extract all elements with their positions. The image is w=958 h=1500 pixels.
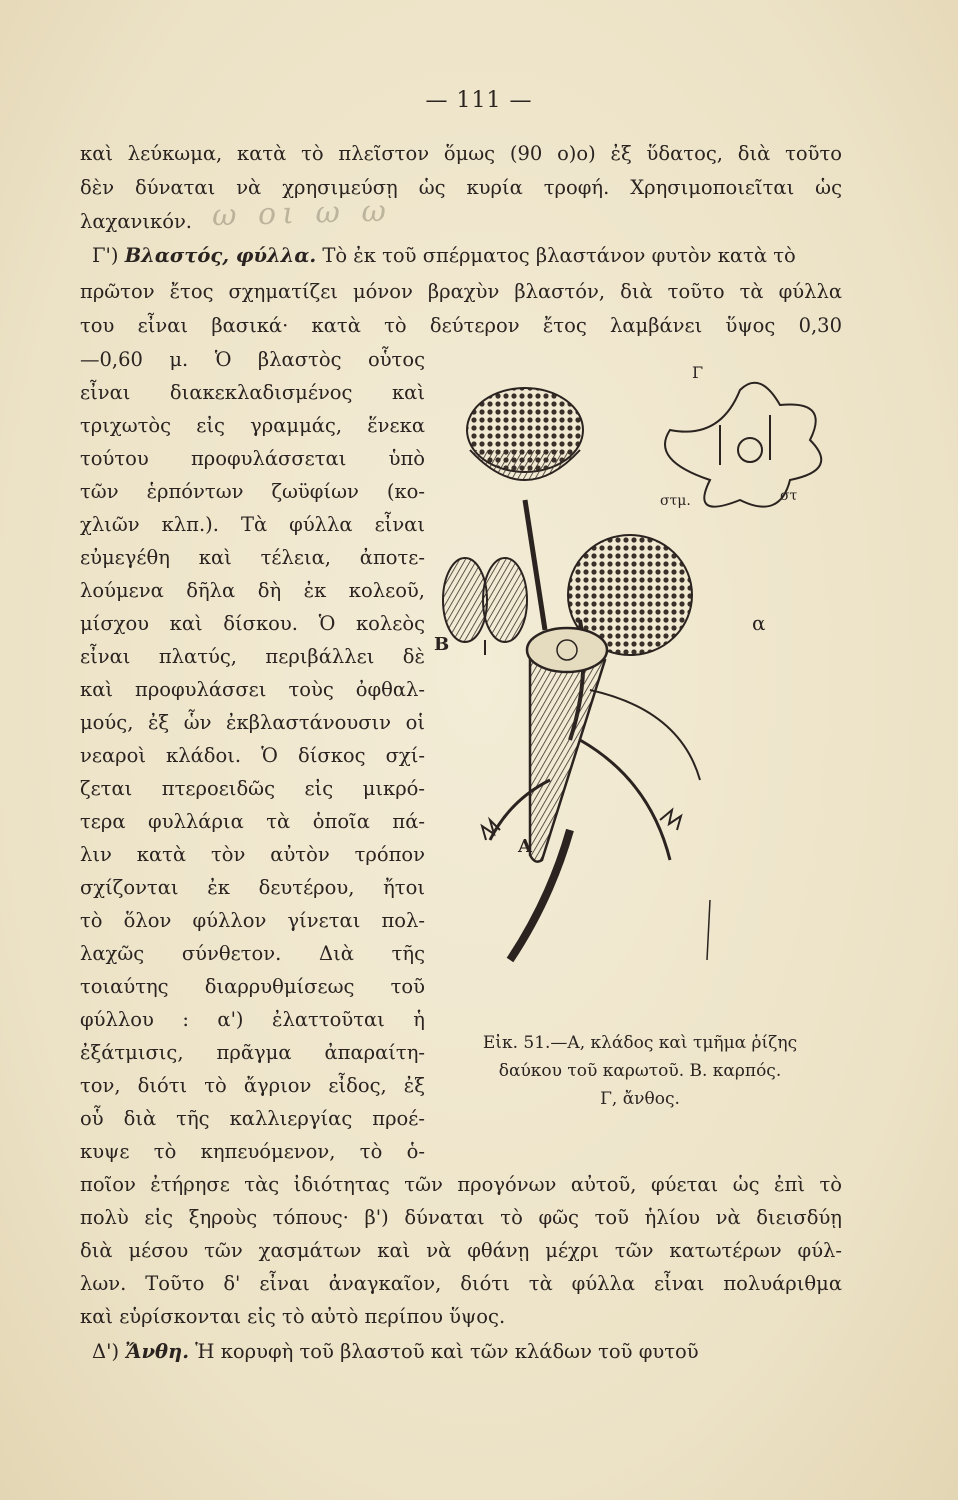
- flower-detail: [665, 383, 821, 507]
- text-line: τον, διότι τὸ ἄγριον εἶδος, ἐξ: [80, 1074, 425, 1097]
- section-label: Δ'): [92, 1340, 120, 1363]
- text-line: λαχῶς σύνθετον. Διὰ τῆς: [80, 942, 425, 965]
- section-heading-line: [92, 242, 842, 270]
- figure-label-alpha: α: [752, 611, 766, 635]
- text-line: πρῶτον ἔτος σχηματίζει μόνον βραχὺν βλαστόν, διὰ τοῦτο τὰ φύλλα: [80, 280, 842, 303]
- text-line: φύλλου : α') ἐλαττοῦται ἡ: [80, 1008, 425, 1031]
- text-line: ποῖον ἐτήρησε τὰς ἰδιότητας τῶν προγόνων αὐτοῦ, φύεται ὡς ἐπὶ τὸ: [80, 1173, 842, 1196]
- text-line: εἶναι πλατύς, περιβάλλει δὲ: [80, 645, 425, 668]
- text-line: πολὺ εἰς ξηροὺς τόπους· β') δύναται τὸ φῶς τοῦ ἡλίου νὰ διεισδύῃ: [80, 1206, 842, 1229]
- text-line: χλιῶν κλπ.). Τὰ φύλλα εἶναι: [80, 513, 425, 536]
- text-line: εὐμεγέθη καὶ τέλεια, ἀποτε-: [80, 546, 425, 569]
- text-line: ζεται πτεροειδῶς εἰς μικρό-: [80, 777, 425, 800]
- text-line: —0,60 μ. Ὁ βλαστὸς οὗτος: [80, 348, 425, 371]
- section-label: Γ'): [92, 244, 119, 267]
- fruit-drawing: [443, 558, 527, 655]
- carrot-root: [527, 628, 607, 862]
- text-line: τὸ ὅλον φύλλον γίνεται πολ-: [80, 909, 425, 932]
- text-line: τούτου προφυλάσσεται ὑπὸ: [80, 447, 425, 470]
- text-line: του εἶναι βασικά· κατὰ τὸ δεύτερον ἔτος λαμβάνει ὕψος 0,30: [80, 314, 842, 337]
- text-line: μίσχου καὶ δίσκου. Ὁ κολεὸς: [80, 612, 425, 635]
- leaves: [482, 690, 710, 960]
- text-line: σχίζονται ἐκ δευτέρου, ἤτοι: [80, 876, 425, 899]
- text-line: νεαροὶ κλάδοι. Ὁ δίσκος σχί-: [80, 744, 425, 767]
- text-line: ἐξάτμισις, πρᾶγμα ἀπαραίτη-: [80, 1041, 425, 1064]
- text-line: οὗ διὰ τῆς καλλιεργίας προέ-: [80, 1107, 425, 1130]
- text-line: εἶναι διακεκλαδισμένος καὶ: [80, 381, 425, 404]
- figure-label-gamma: Γ: [692, 363, 704, 382]
- text-line: λων. Τοῦτο δ' εἶναι ἀναγκαῖον, διότι τὰ φύλλα εἶναι πολυάριθμα: [80, 1272, 842, 1295]
- text-line: καὶ λεύκωμα, κατὰ τὸ πλεῖστον ὅμως (90 ο)ο) ἐξ ὕδατος, διὰ τοῦτο: [80, 142, 842, 165]
- carrot-illustration: [430, 360, 850, 1020]
- handwritten-note: ω οι ω ω: [211, 193, 393, 234]
- page-number: — 111 —: [425, 88, 533, 113]
- figure-label-stm: στμ.: [660, 493, 691, 509]
- section-heading: Ἄνθη.: [125, 1340, 189, 1363]
- text-line: μούς, ἐξ ὧν ἐκβλαστάνουσιν οἱ: [80, 711, 425, 734]
- text-line: καὶ εὑρίσκονται εἰς τὸ αὐτὸ περίπου ὕψος.: [80, 1305, 506, 1328]
- text-line: καὶ προφυλάσσει τοὺς ὀφθαλ-: [80, 678, 425, 701]
- text-line: τοιαύτης διαρρυθμίσεως τοῦ: [80, 975, 425, 998]
- text-line: τερα φυλλάρια τὰ ὁποῖα πά-: [80, 810, 425, 833]
- text-line: διὰ μέσου τῶν χασμάτων καὶ νὰ φθάνῃ μέχρι τῶν κατωτέρων φύλ-: [80, 1239, 842, 1262]
- text-line: δὲν δύναται νὰ χρησιμεύσῃ ὡς κυρία τροφή. Χρησιμοποιεῖται ὡς: [80, 176, 842, 199]
- text-line: τριχωτὸς εἰς γραμμάς, ἕνεκα: [80, 414, 425, 437]
- figure-label-A: Α: [518, 836, 532, 857]
- text-line: λιν κατὰ τὸν αὐτὸν τρόπον: [80, 843, 425, 866]
- figure-caption-line: δαύκου τοῦ καρωτοῦ. Β. καρπός.: [498, 1061, 782, 1081]
- text-line: τῶν ἑρπόντων ζωϋφίων (κο-: [80, 480, 425, 503]
- section-text: Ἡ κορυφὴ τοῦ βλαστοῦ καὶ τῶν κλάδων τοῦ φυτοῦ: [188, 1340, 699, 1363]
- figure-label-st: στ: [780, 488, 798, 504]
- text-line: κυψε τὸ κηπευόμενον, τὸ ὁ-: [80, 1140, 425, 1163]
- text-line: λούμενα δῆλα δὴ ἐκ κολεοῦ,: [80, 579, 425, 602]
- text-line: λαχανικόν.: [80, 210, 192, 233]
- section-heading-line: [92, 1338, 842, 1366]
- section-heading: Βλαστός, φύλλα.: [124, 244, 317, 267]
- section-text: Τὸ ἐκ τοῦ σπέρματος βλαστάνον φυτὸν κατὰ τὸ: [316, 244, 796, 267]
- figure-caption-line: Γ, ἄνθος.: [600, 1089, 680, 1109]
- figure-label-beta: Β: [434, 634, 450, 655]
- figure-caption-line: Εἰκ. 51.—Α, κλάδος καὶ τμῆμα ῥίζης: [482, 1033, 798, 1053]
